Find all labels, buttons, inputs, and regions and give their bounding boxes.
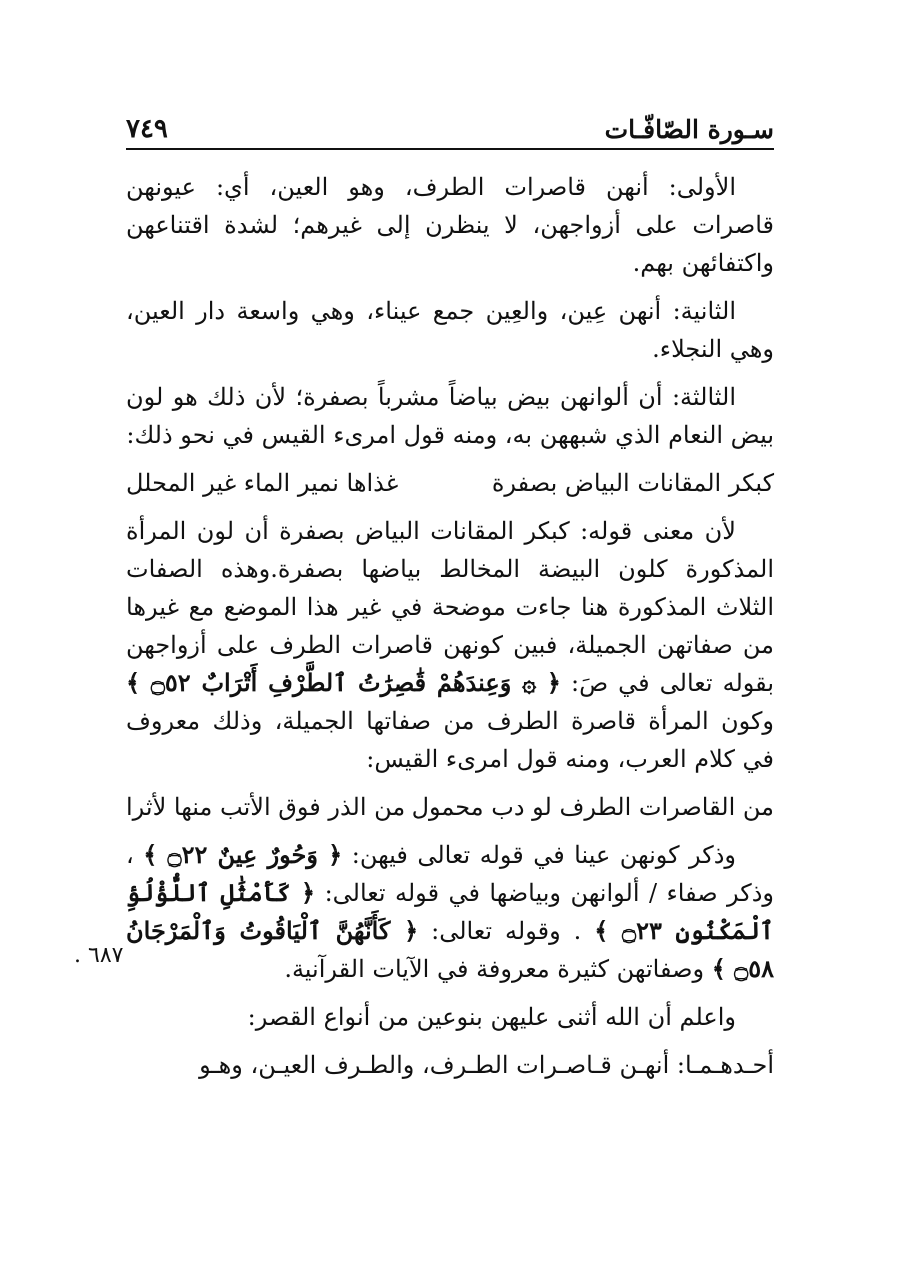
paragraph-4-text-2: وكون المرأة قاصرة الطرف من صفاتها الجميلة، وذلك معروف في كلام العرب، ومنه قول امرىء القيس: <box>126 707 774 773</box>
page <box>126 100 774 1094</box>
paragraph-5-text-4: وصفاتهن كثيرة معروفة في الآيات القرآنية. <box>284 955 705 983</box>
page-header <box>126 100 774 150</box>
margin-page-reference: ٦٨٧ . <box>74 943 124 968</box>
page-number: ٧٤٩ <box>126 114 168 144</box>
verse-1-left-hemistich: غذاها نمير الماء غير المحلل <box>126 469 399 497</box>
page-body <box>126 168 774 1084</box>
verse-1-right-hemistich: كبكر المقانات البياض بصفرة <box>491 469 774 497</box>
paragraph-first-attribute: الأولى: أنهن قاصرات الطرف، وهو العين، أي: عيونهن قاصرات على أزواجهن، لا ينظرن إلى غيرهم؛ لشدة اقتناعهن واكتفائهن بهم. <box>126 173 774 277</box>
paragraph-two-kinds: واعلم أن الله أثنى عليهن بنوعين من أنواع القصر: <box>247 1003 736 1031</box>
surah-title: سـورة الصّافّـات <box>604 115 774 144</box>
paragraph-5-text-1: وذكر كونهن عينا في قوله تعالى فيهن: <box>351 841 737 869</box>
poetry-verse-2 <box>126 788 774 826</box>
paragraph-explanation <box>126 512 774 778</box>
paragraph-5-text-3: . وقوله تعالى: <box>431 917 582 945</box>
paragraph-4-text-1: لأن معنى قوله: كبكر المقانات البياض بصفرة أن لون المرأة المذكورة كلون البيضة المخالط بياضها بصفرة.وهذه الصفات الثلاث المذكورة هنا جاءت موضحة في غير هذا الموضع مع غيرها من صفاتهن الجميلة، فبين كونهن قاصرات الطرف على أزواجهن بقوله تعالى في صَ: <box>126 517 775 697</box>
quran-quote-hur-ein: ﴿ وَحُورٌ عِينٌ ۝٢٢ ﴾ <box>143 840 343 869</box>
verse-2-left-hemistich: من الذر فوق الأتب منها لأثرا <box>126 793 406 821</box>
paragraph-5-text-2: ، وذكر صفاء / ألوانهن وبياضها في قوله تعالى: <box>126 841 774 907</box>
paragraph-quran-references <box>126 836 774 988</box>
verse-2-right-hemistich: من القاصرات الطرف لو دب محمول <box>411 793 774 821</box>
quran-quote-sad-52: ﴿ ۞ وَعِندَهُمْ قَٰصِرَٰتُ ٱلطَّرْفِ أَتْرَابٌ ۝٥٢ ﴾ <box>126 668 561 697</box>
quran-quote-rubies: ﴿ كَأَنَّهُنَّ ٱلْيَاقُوتُ وَٱلْمَرْجَانُ ۝٥٨ ﴾ <box>126 916 774 983</box>
paragraph-second-attribute: الثانية: أنهن عِين، والعِين جمع عيناء، وهي واسعة دار العين، وهي النجلاء. <box>126 297 774 363</box>
quran-quote-pearls: ﴿ كَأَمْثَٰلِ ٱللُّؤْلُؤِ ٱلْمَكْنُونِ ۝٢٣ ﴾ <box>126 878 774 945</box>
poetry-verse-1 <box>126 464 774 502</box>
paragraph-third-attribute: الثالثة: أن ألوانهن بيض بياضاً مشرباً بصفرة؛ لأن ذلك هو لون بيض النعام الذي شبههن به، ومنه قول امرىء القيس في نحو ذلك: <box>126 383 774 449</box>
paragraph-first-kind: أحـدهـمـا: أنهـن قـاصـرات الطـرف، والطـرف العيـن، وهـو <box>199 1051 774 1079</box>
